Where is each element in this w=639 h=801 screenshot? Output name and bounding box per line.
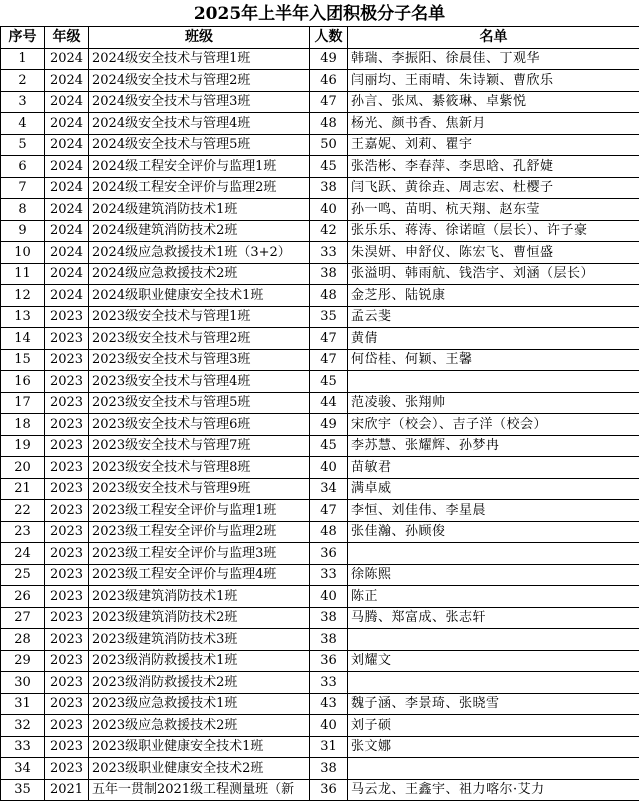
cell-no: 33	[1, 736, 45, 758]
cell-grade: 2023	[45, 414, 89, 436]
header-names: 名单	[348, 27, 639, 49]
cell-class: 2024级安全技术与管理2班	[89, 70, 310, 92]
cell-names: 金芝彤、陆锐康	[348, 285, 639, 307]
table-row	[1, 48, 639, 70]
cell-class: 2023级建筑消防技术3班	[89, 629, 310, 651]
cell-no: 21	[1, 478, 45, 500]
cell-no: 26	[1, 586, 45, 608]
table-row	[1, 177, 639, 199]
cell-count: 38	[310, 629, 348, 651]
cell-count: 40	[310, 199, 348, 221]
cell-class: 2023级职业健康安全技术1班	[89, 736, 310, 758]
cell-count: 38	[310, 607, 348, 629]
header-class: 班级	[89, 27, 310, 49]
table-row	[1, 156, 639, 178]
table-row	[1, 263, 639, 285]
cell-no: 8	[1, 199, 45, 221]
cell-names: 韩瑞、李振阳、徐晨佳、丁观华	[348, 48, 639, 70]
cell-class: 2024级安全技术与管理4班	[89, 113, 310, 135]
cell-grade: 2024	[45, 177, 89, 199]
table-row	[1, 564, 639, 586]
cell-names	[348, 371, 639, 393]
cell-grade: 2024	[45, 242, 89, 264]
cell-grade: 2023	[45, 435, 89, 457]
cell-class: 2024级安全技术与管理3班	[89, 91, 310, 113]
table-row	[1, 349, 639, 371]
cell-grade: 2023	[45, 564, 89, 586]
cell-grade: 2024	[45, 113, 89, 135]
cell-class: 2023级工程安全评价与监理1班	[89, 500, 310, 522]
cell-grade: 2023	[45, 521, 89, 543]
cell-class: 2023级职业健康安全技术2班	[89, 758, 310, 780]
cell-no: 10	[1, 242, 45, 264]
page-title: 2025年上半年入团积极分子名单	[0, 0, 639, 26]
cell-no: 7	[1, 177, 45, 199]
cell-grade: 2024	[45, 199, 89, 221]
cell-names: 范凌骏、张翔帅	[348, 392, 639, 414]
cell-names: 闫丽均、王雨晴、朱诗颖、曹欣乐	[348, 70, 639, 92]
cell-grade: 2023	[45, 607, 89, 629]
table-row	[1, 91, 639, 113]
table-row	[1, 758, 639, 780]
cell-names	[348, 758, 639, 780]
table-row	[1, 328, 639, 350]
cell-grade: 2023	[45, 392, 89, 414]
cell-count: 31	[310, 736, 348, 758]
cell-grade: 2023	[45, 650, 89, 672]
cell-count: 49	[310, 414, 348, 436]
cell-class: 2024级安全技术与管理5班	[89, 134, 310, 156]
cell-class: 2024级职业健康安全技术1班	[89, 285, 310, 307]
table-row	[1, 586, 639, 608]
cell-no: 9	[1, 220, 45, 242]
cell-class: 2023级应急救援技术1班	[89, 693, 310, 715]
table-row	[1, 414, 639, 436]
cell-grade: 2021	[45, 779, 89, 801]
cell-count: 40	[310, 586, 348, 608]
cell-names: 孟云斐	[348, 306, 639, 328]
cell-grade: 2023	[45, 736, 89, 758]
cell-no: 25	[1, 564, 45, 586]
cell-count: 47	[310, 349, 348, 371]
cell-names	[348, 672, 639, 694]
cell-names: 张溢明、韩雨航、钱浩宇、刘涵（层长）	[348, 263, 639, 285]
cell-count: 43	[310, 693, 348, 715]
cell-count: 49	[310, 48, 348, 70]
cell-grade: 2023	[45, 715, 89, 737]
cell-no: 20	[1, 457, 45, 479]
cell-class: 2024级建筑消防技术2班	[89, 220, 310, 242]
cell-grade: 2024	[45, 285, 89, 307]
cell-names: 李恒、刘佳伟、李星晨	[348, 500, 639, 522]
cell-names: 刘耀文	[348, 650, 639, 672]
cell-no: 29	[1, 650, 45, 672]
table-row	[1, 715, 639, 737]
cell-grade: 2023	[45, 543, 89, 565]
cell-grade: 2023	[45, 586, 89, 608]
table-row	[1, 607, 639, 629]
cell-grade: 2023	[45, 306, 89, 328]
table-row	[1, 629, 639, 651]
cell-names: 徐陈熙	[348, 564, 639, 586]
cell-no: 1	[1, 48, 45, 70]
header-no: 序号	[1, 27, 45, 49]
cell-class: 2024级建筑消防技术1班	[89, 199, 310, 221]
cell-count: 45	[310, 156, 348, 178]
cell-count: 35	[310, 306, 348, 328]
cell-count: 33	[310, 672, 348, 694]
cell-class: 2023级工程安全评价与监理2班	[89, 521, 310, 543]
cell-class: 2023级建筑消防技术1班	[89, 586, 310, 608]
cell-no: 31	[1, 693, 45, 715]
cell-class: 2023级安全技术与管理5班	[89, 392, 310, 414]
cell-names: 宋欣宇（校会）、吉子洋（校会）	[348, 414, 639, 436]
cell-count: 47	[310, 91, 348, 113]
cell-no: 24	[1, 543, 45, 565]
cell-no: 23	[1, 521, 45, 543]
cell-names: 陈正	[348, 586, 639, 608]
table-row	[1, 478, 639, 500]
cell-no: 2	[1, 70, 45, 92]
table-row	[1, 500, 639, 522]
cell-no: 15	[1, 349, 45, 371]
cell-grade: 2023	[45, 371, 89, 393]
cell-class: 2023级安全技术与管理1班	[89, 306, 310, 328]
cell-count: 47	[310, 500, 348, 522]
cell-grade: 2024	[45, 263, 89, 285]
cell-no: 14	[1, 328, 45, 350]
cell-no: 19	[1, 435, 45, 457]
cell-class: 2024级应急救援技术1班（3+2）	[89, 242, 310, 264]
cell-names: 孙一鸣、苗明、杭天翔、赵东莹	[348, 199, 639, 221]
cell-grade: 2023	[45, 693, 89, 715]
table-row	[1, 134, 639, 156]
cell-names: 何岱桂、何颖、王馨	[348, 349, 639, 371]
cell-names: 满卓威	[348, 478, 639, 500]
table-header-row	[1, 27, 639, 49]
cell-count: 48	[310, 113, 348, 135]
cell-class: 2023级安全技术与管理2班	[89, 328, 310, 350]
cell-class: 2024级安全技术与管理1班	[89, 48, 310, 70]
cell-count: 48	[310, 285, 348, 307]
cell-grade: 2024	[45, 134, 89, 156]
cell-no: 5	[1, 134, 45, 156]
cell-count: 38	[310, 758, 348, 780]
cell-no: 3	[1, 91, 45, 113]
table-row	[1, 371, 639, 393]
cell-names: 王嘉妮、刘莉、瞿宇	[348, 134, 639, 156]
cell-names: 刘子硕	[348, 715, 639, 737]
cell-count: 40	[310, 457, 348, 479]
cell-names: 张乐乐、蒋涛、徐诺暄（层长）、许子豪	[348, 220, 639, 242]
cell-names: 闫飞跃、黄徐垚、周志宏、杜樱子	[348, 177, 639, 199]
cell-grade: 2024	[45, 91, 89, 113]
table-row	[1, 672, 639, 694]
cell-names: 李苏慧、张耀辉、孙梦冉	[348, 435, 639, 457]
cell-grade: 2024	[45, 70, 89, 92]
cell-class: 2023级建筑消防技术2班	[89, 607, 310, 629]
cell-class: 2023级工程安全评价与监理4班	[89, 564, 310, 586]
table-row	[1, 220, 639, 242]
table-row	[1, 242, 639, 264]
table-row	[1, 199, 639, 221]
cell-no: 16	[1, 371, 45, 393]
cell-grade: 2023	[45, 500, 89, 522]
cell-count: 44	[310, 392, 348, 414]
cell-count: 36	[310, 650, 348, 672]
cell-count: 47	[310, 328, 348, 350]
cell-class: 2023级消防救援技术1班	[89, 650, 310, 672]
cell-names: 马云龙、王鑫宇、祖力喀尔·艾力	[348, 779, 639, 801]
cell-grade: 2023	[45, 328, 89, 350]
cell-count: 46	[310, 70, 348, 92]
cell-names: 张浩彬、李春萍、李思晗、孔舒婕	[348, 156, 639, 178]
cell-names: 张文娜	[348, 736, 639, 758]
cell-no: 27	[1, 607, 45, 629]
cell-count: 33	[310, 242, 348, 264]
cell-no: 6	[1, 156, 45, 178]
cell-count: 33	[310, 564, 348, 586]
cell-grade: 2023	[45, 349, 89, 371]
table-row	[1, 306, 639, 328]
table-row	[1, 779, 639, 801]
cell-class: 2023级安全技术与管理9班	[89, 478, 310, 500]
cell-class: 2023级安全技术与管理4班	[89, 371, 310, 393]
table-row	[1, 457, 639, 479]
cell-count: 34	[310, 478, 348, 500]
cell-no: 22	[1, 500, 45, 522]
cell-no: 30	[1, 672, 45, 694]
cell-class: 2023级安全技术与管理7班	[89, 435, 310, 457]
cell-names: 苗敏君	[348, 457, 639, 479]
cell-class: 2023级安全技术与管理6班	[89, 414, 310, 436]
cell-grade: 2023	[45, 478, 89, 500]
table-row	[1, 285, 639, 307]
cell-class: 五年一贯制2021级工程测量班（新	[89, 779, 310, 801]
cell-count: 36	[310, 543, 348, 565]
cell-no: 12	[1, 285, 45, 307]
cell-grade: 2024	[45, 48, 89, 70]
table-row	[1, 543, 639, 565]
cell-names	[348, 629, 639, 651]
cell-class: 2023级安全技术与管理3班	[89, 349, 310, 371]
header-grade: 年级	[45, 27, 89, 49]
cell-grade: 2024	[45, 156, 89, 178]
table-row	[1, 521, 639, 543]
table-row	[1, 435, 639, 457]
table-row	[1, 70, 639, 92]
table-body	[1, 48, 639, 801]
cell-class: 2023级消防救援技术2班	[89, 672, 310, 694]
cell-no: 35	[1, 779, 45, 801]
cell-grade: 2024	[45, 220, 89, 242]
cell-no: 13	[1, 306, 45, 328]
table-row	[1, 693, 639, 715]
table-row	[1, 650, 639, 672]
cell-grade: 2023	[45, 758, 89, 780]
cell-class: 2024级工程安全评价与监理2班	[89, 177, 310, 199]
cell-no: 32	[1, 715, 45, 737]
header-count: 人数	[310, 27, 348, 49]
cell-no: 28	[1, 629, 45, 651]
cell-grade: 2023	[45, 672, 89, 694]
cell-class: 2023级安全技术与管理8班	[89, 457, 310, 479]
cell-class: 2024级工程安全评价与监理1班	[89, 156, 310, 178]
cell-names	[348, 543, 639, 565]
cell-class: 2023级应急救援技术2班	[89, 715, 310, 737]
cell-names: 朱淏妍、申舒仪、陈宏飞、曹恒盛	[348, 242, 639, 264]
cell-count: 50	[310, 134, 348, 156]
cell-count: 38	[310, 263, 348, 285]
cell-count: 36	[310, 779, 348, 801]
cell-grade: 2023	[45, 457, 89, 479]
cell-names: 魏子涵、李景琦、张晓雪	[348, 693, 639, 715]
cell-count: 38	[310, 177, 348, 199]
cell-class: 2024级应急救援技术2班	[89, 263, 310, 285]
cell-names: 杨光、颜书香、焦新月	[348, 113, 639, 135]
cell-count: 40	[310, 715, 348, 737]
cell-names: 孙言、张凤、綦筱琳、卓紫悦	[348, 91, 639, 113]
cell-count: 45	[310, 435, 348, 457]
table-row	[1, 392, 639, 414]
cell-names: 张佳瀚、孙顾俊	[348, 521, 639, 543]
cell-names: 黄倩	[348, 328, 639, 350]
cell-no: 11	[1, 263, 45, 285]
cell-class: 2023级工程安全评价与监理3班	[89, 543, 310, 565]
cell-count: 42	[310, 220, 348, 242]
cell-names: 马腾、郑富成、张志轩	[348, 607, 639, 629]
table-row	[1, 113, 639, 135]
cell-no: 17	[1, 392, 45, 414]
cell-no: 4	[1, 113, 45, 135]
cell-count: 48	[310, 521, 348, 543]
cell-no: 34	[1, 758, 45, 780]
cell-grade: 2023	[45, 629, 89, 651]
roster-table	[0, 26, 639, 801]
cell-no: 18	[1, 414, 45, 436]
cell-count: 45	[310, 371, 348, 393]
